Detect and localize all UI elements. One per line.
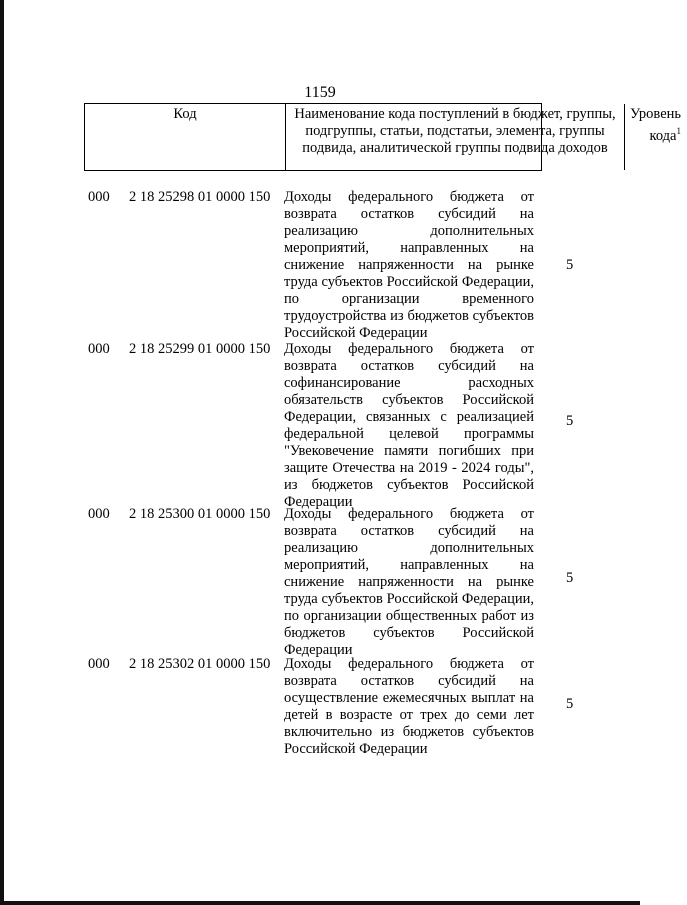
revenue-code: 2 18 25302 01 0000 150	[129, 656, 271, 672]
header-name: Наименование кода поступлений в бюджет, группы, подгруппы, статьи, подстатьи, элемента, группы подвида, аналитической группы подвида доходов	[285, 104, 625, 170]
header-level	[625, 106, 687, 145]
admin-code: 000	[88, 656, 110, 672]
scan-edge-left	[0, 0, 4, 905]
header-code: Код	[173, 106, 197, 122]
header-level-note: 1	[676, 126, 681, 136]
level-value: 5	[566, 696, 574, 712]
page-number: 1159	[304, 84, 336, 101]
revenue-code: 2 18 25298 01 0000 150	[129, 189, 271, 205]
header-level-label: Уровень кода	[629, 106, 681, 144]
revenue-name: Доходы федерального бюджета от возврата остатков субсидий на осуществление ежемесячных выплат на детей в возрасте от трех до семи лет включительно из бюджетов субъектов Российской Федерации	[284, 656, 534, 757]
scan-edge-bottom	[0, 901, 640, 905]
level-value: 5	[566, 413, 574, 429]
level-value: 5	[566, 570, 574, 586]
admin-code: 000	[88, 189, 110, 205]
table-header	[84, 103, 681, 171]
admin-code: 000	[88, 506, 110, 522]
revenue-name: Доходы федерального бюджета от возврата остатков субсидий на софинансирование расходных обязательств субъектов Российской Федерации, связанных с реализацией федеральной целевой программы "Увековечение памяти погибших при защите Отечества на 2019 - 2024 годы", из бюджетов субъектов Российской Федерации	[284, 341, 534, 510]
revenue-code: 2 18 25299 01 0000 150	[129, 341, 271, 357]
revenue-name: Доходы федерального бюджета от возврата остатков субсидий на реализацию дополнительных мероприятий, направленных на снижение напряженности на рынке труда субъектов Российской Федерации, по организации временного трудоустройства из бюджетов субъектов Российской Федерации	[284, 189, 534, 341]
revenue-name: Доходы федерального бюджета от возврата остатков субсидий на реализацию дополнительных мероприятий, направленных на снижение напряженности на рынке труда субъектов Российской Федерации, по организации общественных работ из бюджетов субъектов Российской Федерации	[284, 506, 534, 658]
admin-code: 000	[88, 341, 110, 357]
revenue-code: 2 18 25300 01 0000 150	[129, 506, 271, 522]
level-value: 5	[566, 257, 574, 273]
